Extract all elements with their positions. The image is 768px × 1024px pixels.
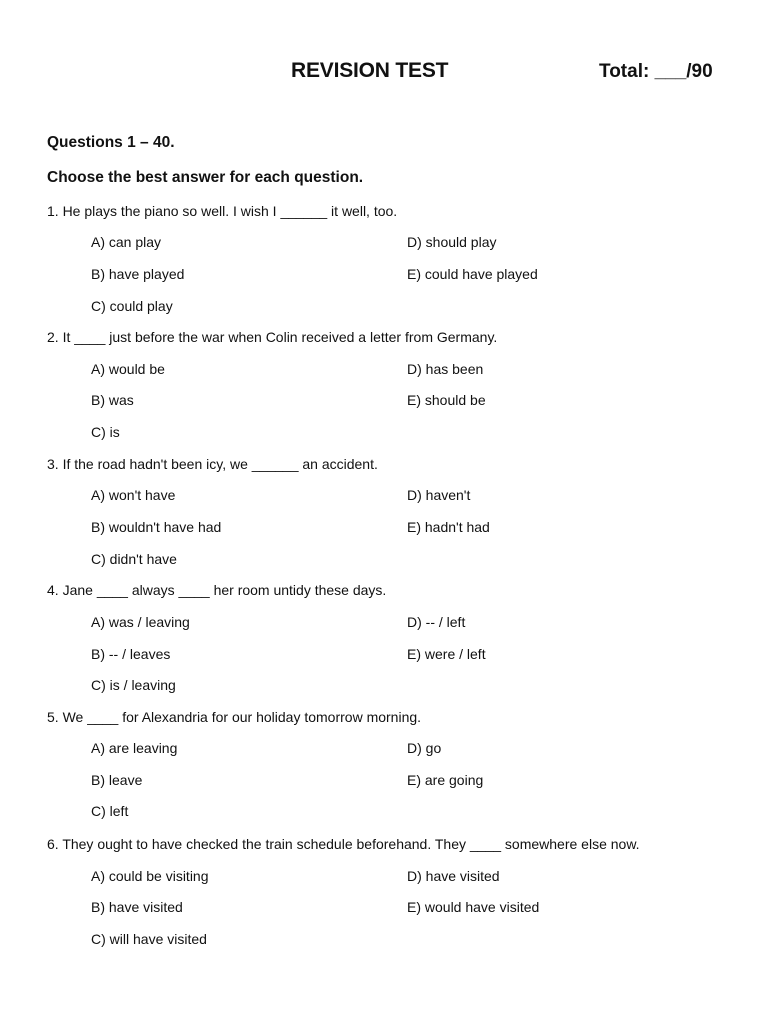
q2-option-b: B) was: [91, 392, 134, 408]
q5-option-d: D) go: [407, 740, 442, 756]
q2-option-a: A) would be: [91, 361, 165, 377]
page-title: REVISION TEST: [291, 59, 449, 82]
q6-option-c: C) will have visited: [91, 931, 207, 947]
question-3: 3. If the road hadn't been icy, we ______ an accident.: [47, 456, 378, 472]
q3-option-e: E) hadn't had: [407, 519, 490, 535]
question-1: 1. He plays the piano so well. I wish I ______ it well, too.: [47, 203, 398, 219]
q1-option-a: A) can play: [91, 234, 162, 250]
q1-option-d: D) should play: [407, 234, 497, 250]
q1-option-c: C) could play: [91, 298, 173, 314]
q3-option-c: C) didn't have: [91, 551, 177, 567]
q3-option-d: D) haven't: [407, 487, 471, 503]
instructions-directive: Choose the best answer for each question.: [47, 169, 364, 186]
q4-option-a: A) was / leaving: [91, 614, 190, 630]
question-4: 4. Jane ____ always ____ her room untidy these days.: [47, 582, 387, 598]
q3-option-a: A) won't have: [91, 487, 176, 503]
q3-option-b: B) wouldn't have had: [91, 519, 222, 535]
q2-option-d: D) has been: [407, 361, 484, 377]
q4-option-e: E) were / left: [407, 646, 486, 662]
question-5: 5. We ____ for Alexandria for our holiday tomorrow morning.: [47, 709, 422, 725]
question-6: 6. They ought to have checked the train schedule beforehand. They ____ somewhere else now.: [47, 836, 640, 852]
q2-option-c: C) is: [91, 424, 120, 440]
q1-option-b: B) have played: [91, 266, 185, 282]
q5-option-e: E) are going: [407, 772, 484, 788]
q1-option-e: E) could have played: [407, 266, 538, 282]
q4-option-c: C) is / leaving: [91, 677, 176, 693]
q5-option-b: B) leave: [91, 772, 143, 788]
questions-range: Questions 1 – 40.: [47, 134, 175, 151]
q6-option-b: B) have visited: [91, 899, 183, 915]
q4-option-b: B) -- / leaves: [91, 646, 171, 662]
q6-option-e: E) would have visited: [407, 899, 540, 915]
q4-option-d: D) -- / left: [407, 614, 466, 630]
q5-option-c: C) left: [91, 803, 129, 819]
q5-option-a: A) are leaving: [91, 740, 178, 756]
q6-option-a: A) could be visiting: [91, 868, 209, 884]
q2-option-e: E) should be: [407, 392, 486, 408]
total-score: Total: ___/90: [599, 61, 713, 82]
question-2: 2. It ____ just before the war when Colin received a letter from Germany.: [47, 329, 498, 345]
q6-option-d: D) have visited: [407, 868, 500, 884]
